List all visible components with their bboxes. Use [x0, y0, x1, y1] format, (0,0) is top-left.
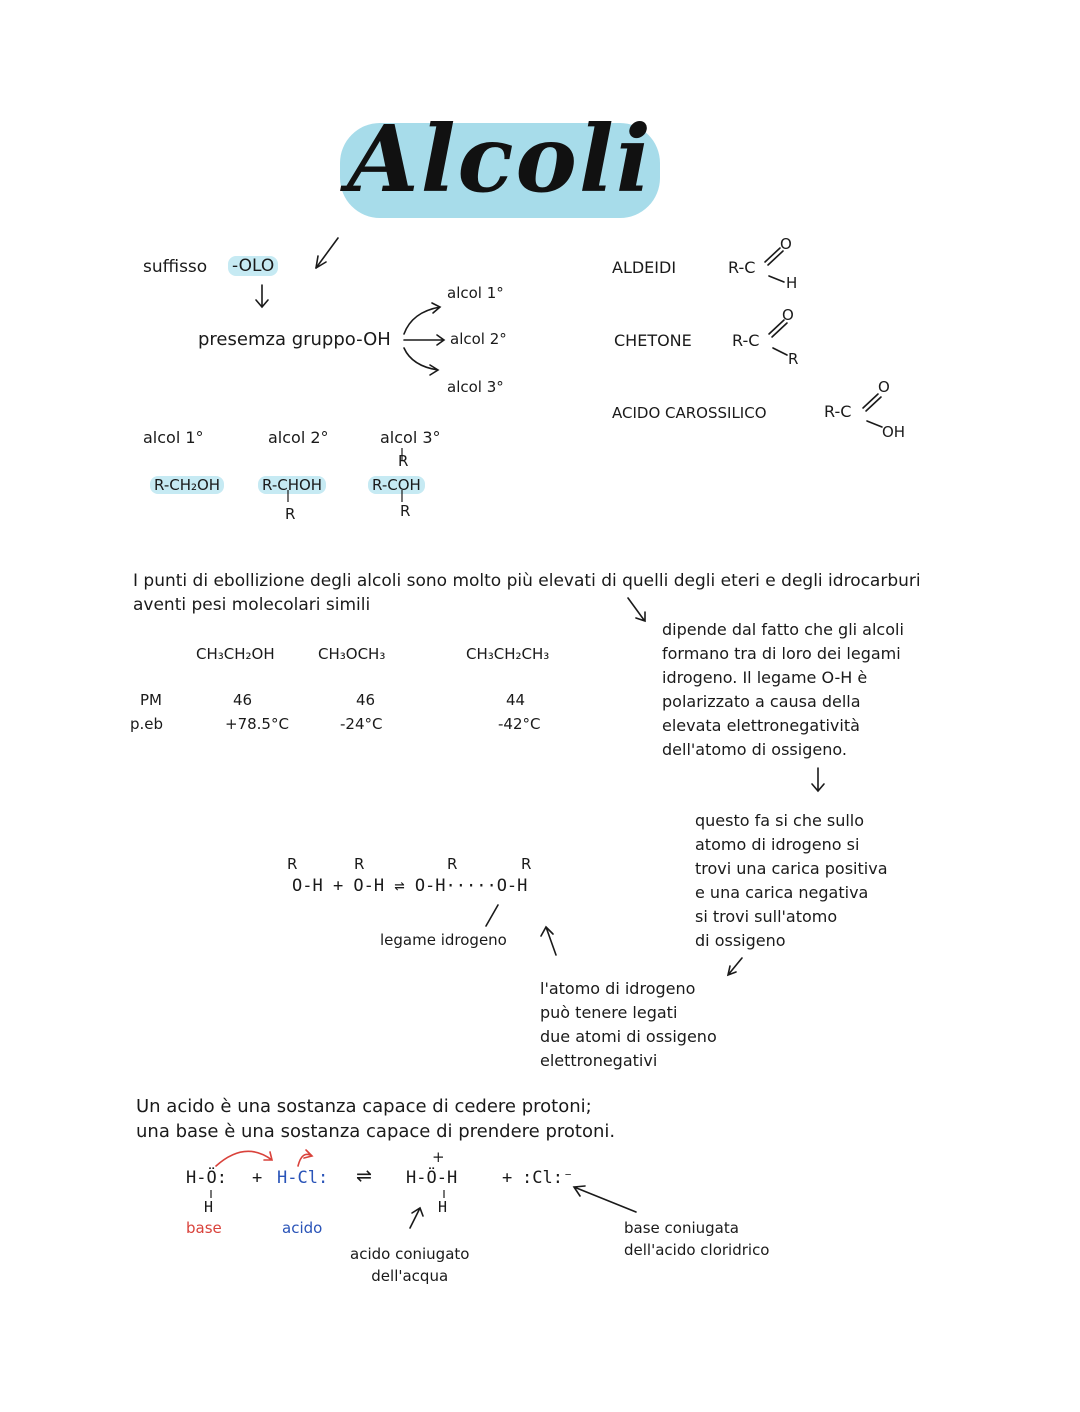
compound-2-pm: 46: [356, 691, 376, 709]
compound-3-peb: -42°C: [498, 715, 541, 733]
group-acido-end: OH: [882, 423, 906, 441]
conj-acid-line: acido coniugato: [350, 1245, 470, 1263]
compound-1-pm: 46: [233, 691, 253, 709]
reaction-water: H-Ö:: [186, 1168, 227, 1188]
reaction-hydronium-h: H: [438, 1198, 448, 1216]
compound-1-peb: +78.5°C: [225, 715, 289, 733]
hbond-r-4: R: [521, 855, 532, 873]
acido-double-bond: [863, 394, 881, 411]
group-aldeidi-formula: R-C: [728, 258, 756, 277]
reaction-hcl: H-Cl:: [277, 1168, 329, 1188]
acid-def-line: Un acido è una sostanza capace di cedere protoni;: [136, 1096, 592, 1117]
compound-3-formula: CH₃CH₂CH₃: [466, 645, 550, 663]
reaction-plus-2: +: [502, 1168, 513, 1188]
hbond-r-1: R: [287, 855, 298, 873]
arrow-explanation-charge: [812, 768, 824, 791]
explanation-line: idrogeno. Il legame O-H è: [662, 668, 868, 687]
class-2-sub: R: [285, 505, 296, 523]
boiling-intro: I punti di ebollizione degli alcoli sono molto più elevati di quelli degli eteri e degli idrocarburi aventi pesi molecolari simili: [133, 571, 921, 615]
hydrogen-note-line: due atomi di ossigeno: [540, 1027, 717, 1046]
class-3-top: R: [398, 452, 409, 470]
suffix-label: suffisso: [143, 257, 208, 277]
explanation-line: dell'atomo di ossigeno.: [662, 740, 847, 759]
group-acido-o: O: [878, 378, 890, 396]
conj-base-line: base coniugata: [624, 1219, 739, 1237]
charge-note-line: di ossigeno: [695, 931, 786, 950]
branch-3: alcol 3°: [447, 378, 504, 396]
acid-def-line: una base è una sostanza capace di prendere protoni.: [136, 1121, 616, 1142]
charge-note-line: si trovi sull'atomo: [695, 907, 838, 926]
reaction-chloride: :Cl:⁻: [522, 1168, 574, 1188]
label-acid: acido: [282, 1219, 323, 1237]
compound-3-pm: 44: [506, 691, 526, 709]
arrow-hydrogen-note: [541, 927, 556, 955]
arrow-title-suffix: [316, 238, 338, 268]
charge-note-line: trovi una carica positiva: [695, 859, 888, 878]
arrow-charge-hydrogen: [728, 958, 742, 975]
conj-base-line: dell'acido cloridrico: [624, 1241, 770, 1259]
compound-2-peb: -24°C: [340, 715, 383, 733]
hydrogen-note-line: elettronegativi: [540, 1051, 658, 1070]
arrow-hbond-label: [486, 905, 498, 926]
arrow-conj-base: [574, 1186, 636, 1212]
group-chetone-o: O: [782, 306, 794, 324]
class-3-sub: R: [400, 502, 411, 520]
arrow-intro-explanation: [628, 598, 645, 621]
explanation-line: formano tra di loro dei legami: [662, 644, 901, 663]
class-1-formula: R-CH₂OH: [150, 476, 224, 494]
group-aldeidi: ALDEIDI: [612, 258, 677, 277]
reaction-plus: +: [252, 1168, 263, 1188]
arrow-branch-2: [404, 335, 444, 345]
arrow-branch-1: [404, 303, 440, 334]
presence-text: presemza gruppo-OH: [198, 329, 391, 350]
conj-acid-line: dell'acqua: [371, 1267, 449, 1285]
hbond-r-2: R: [354, 855, 365, 873]
group-acido-formula: R-C: [824, 402, 852, 421]
compound-2-formula: CH₃OCH₃: [318, 645, 386, 663]
class-2-name: alcol 2°: [268, 428, 329, 447]
arrow-conj-acid: [410, 1208, 423, 1228]
charge-note-line: e una carica negativa: [695, 883, 869, 902]
branch-2: alcol 2°: [450, 330, 507, 348]
explanation-line: dipende dal fatto che gli alcoli: [662, 620, 904, 639]
group-acido: ACIDO CAROSSILICO: [612, 404, 767, 422]
reaction-water-h: H: [204, 1198, 214, 1216]
group-chetone-end: R: [788, 350, 799, 368]
hbond-equation: O-H + O-H ⇌ O-H·····O-H: [292, 876, 528, 896]
class-2-formula: R-CHOH: [258, 476, 326, 494]
page-title: Alcoli: [347, 105, 653, 213]
reaction-charge: +: [432, 1148, 445, 1166]
suffix-value: -OLO: [228, 256, 278, 276]
label-base: base: [186, 1219, 222, 1237]
row-label-pm: PM: [140, 691, 162, 709]
hydrogen-note-line: l'atomo di idrogeno: [540, 979, 696, 998]
charge-note-line: questo fa si che sullo: [695, 811, 865, 830]
hydrogen-note-line: può tenere legati: [540, 1003, 678, 1022]
class-1-name: alcol 1°: [143, 428, 204, 447]
group-aldeidi-o: O: [780, 235, 792, 253]
charge-note-line: atomo di idrogeno si: [695, 835, 860, 854]
group-chetone: CHETONE: [614, 331, 692, 350]
class-3-formula: R-COH: [368, 476, 425, 494]
hbond-label: legame idrogeno: [380, 931, 507, 949]
class-3-name: alcol 3°: [380, 428, 441, 447]
reaction-hydronium: H-Ö-H: [406, 1168, 458, 1188]
arrow-branch-3: [404, 348, 438, 375]
compound-1-formula: CH₃CH₂OH: [196, 645, 275, 663]
aldeidi-double-bond: [765, 248, 783, 265]
arrow-suffix-presence: [256, 285, 268, 307]
reaction-arrow: ⇌: [356, 1165, 372, 1187]
arrow-electron-pair: [216, 1151, 272, 1166]
class-bonds: [288, 448, 402, 502]
group-aldeidi-end: H: [786, 274, 798, 292]
explanation-line: polarizzato a causa della: [662, 692, 861, 711]
explanation-line: elevata elettronegatività: [662, 716, 860, 735]
row-label-peb: p.eb: [130, 715, 164, 733]
arrow-bond-break: [298, 1150, 312, 1166]
group-chetone-formula: R-C: [732, 331, 760, 350]
chetone-double-bond: [769, 320, 787, 337]
hbond-r-3: R: [447, 855, 458, 873]
branch-1: alcol 1°: [447, 284, 504, 302]
